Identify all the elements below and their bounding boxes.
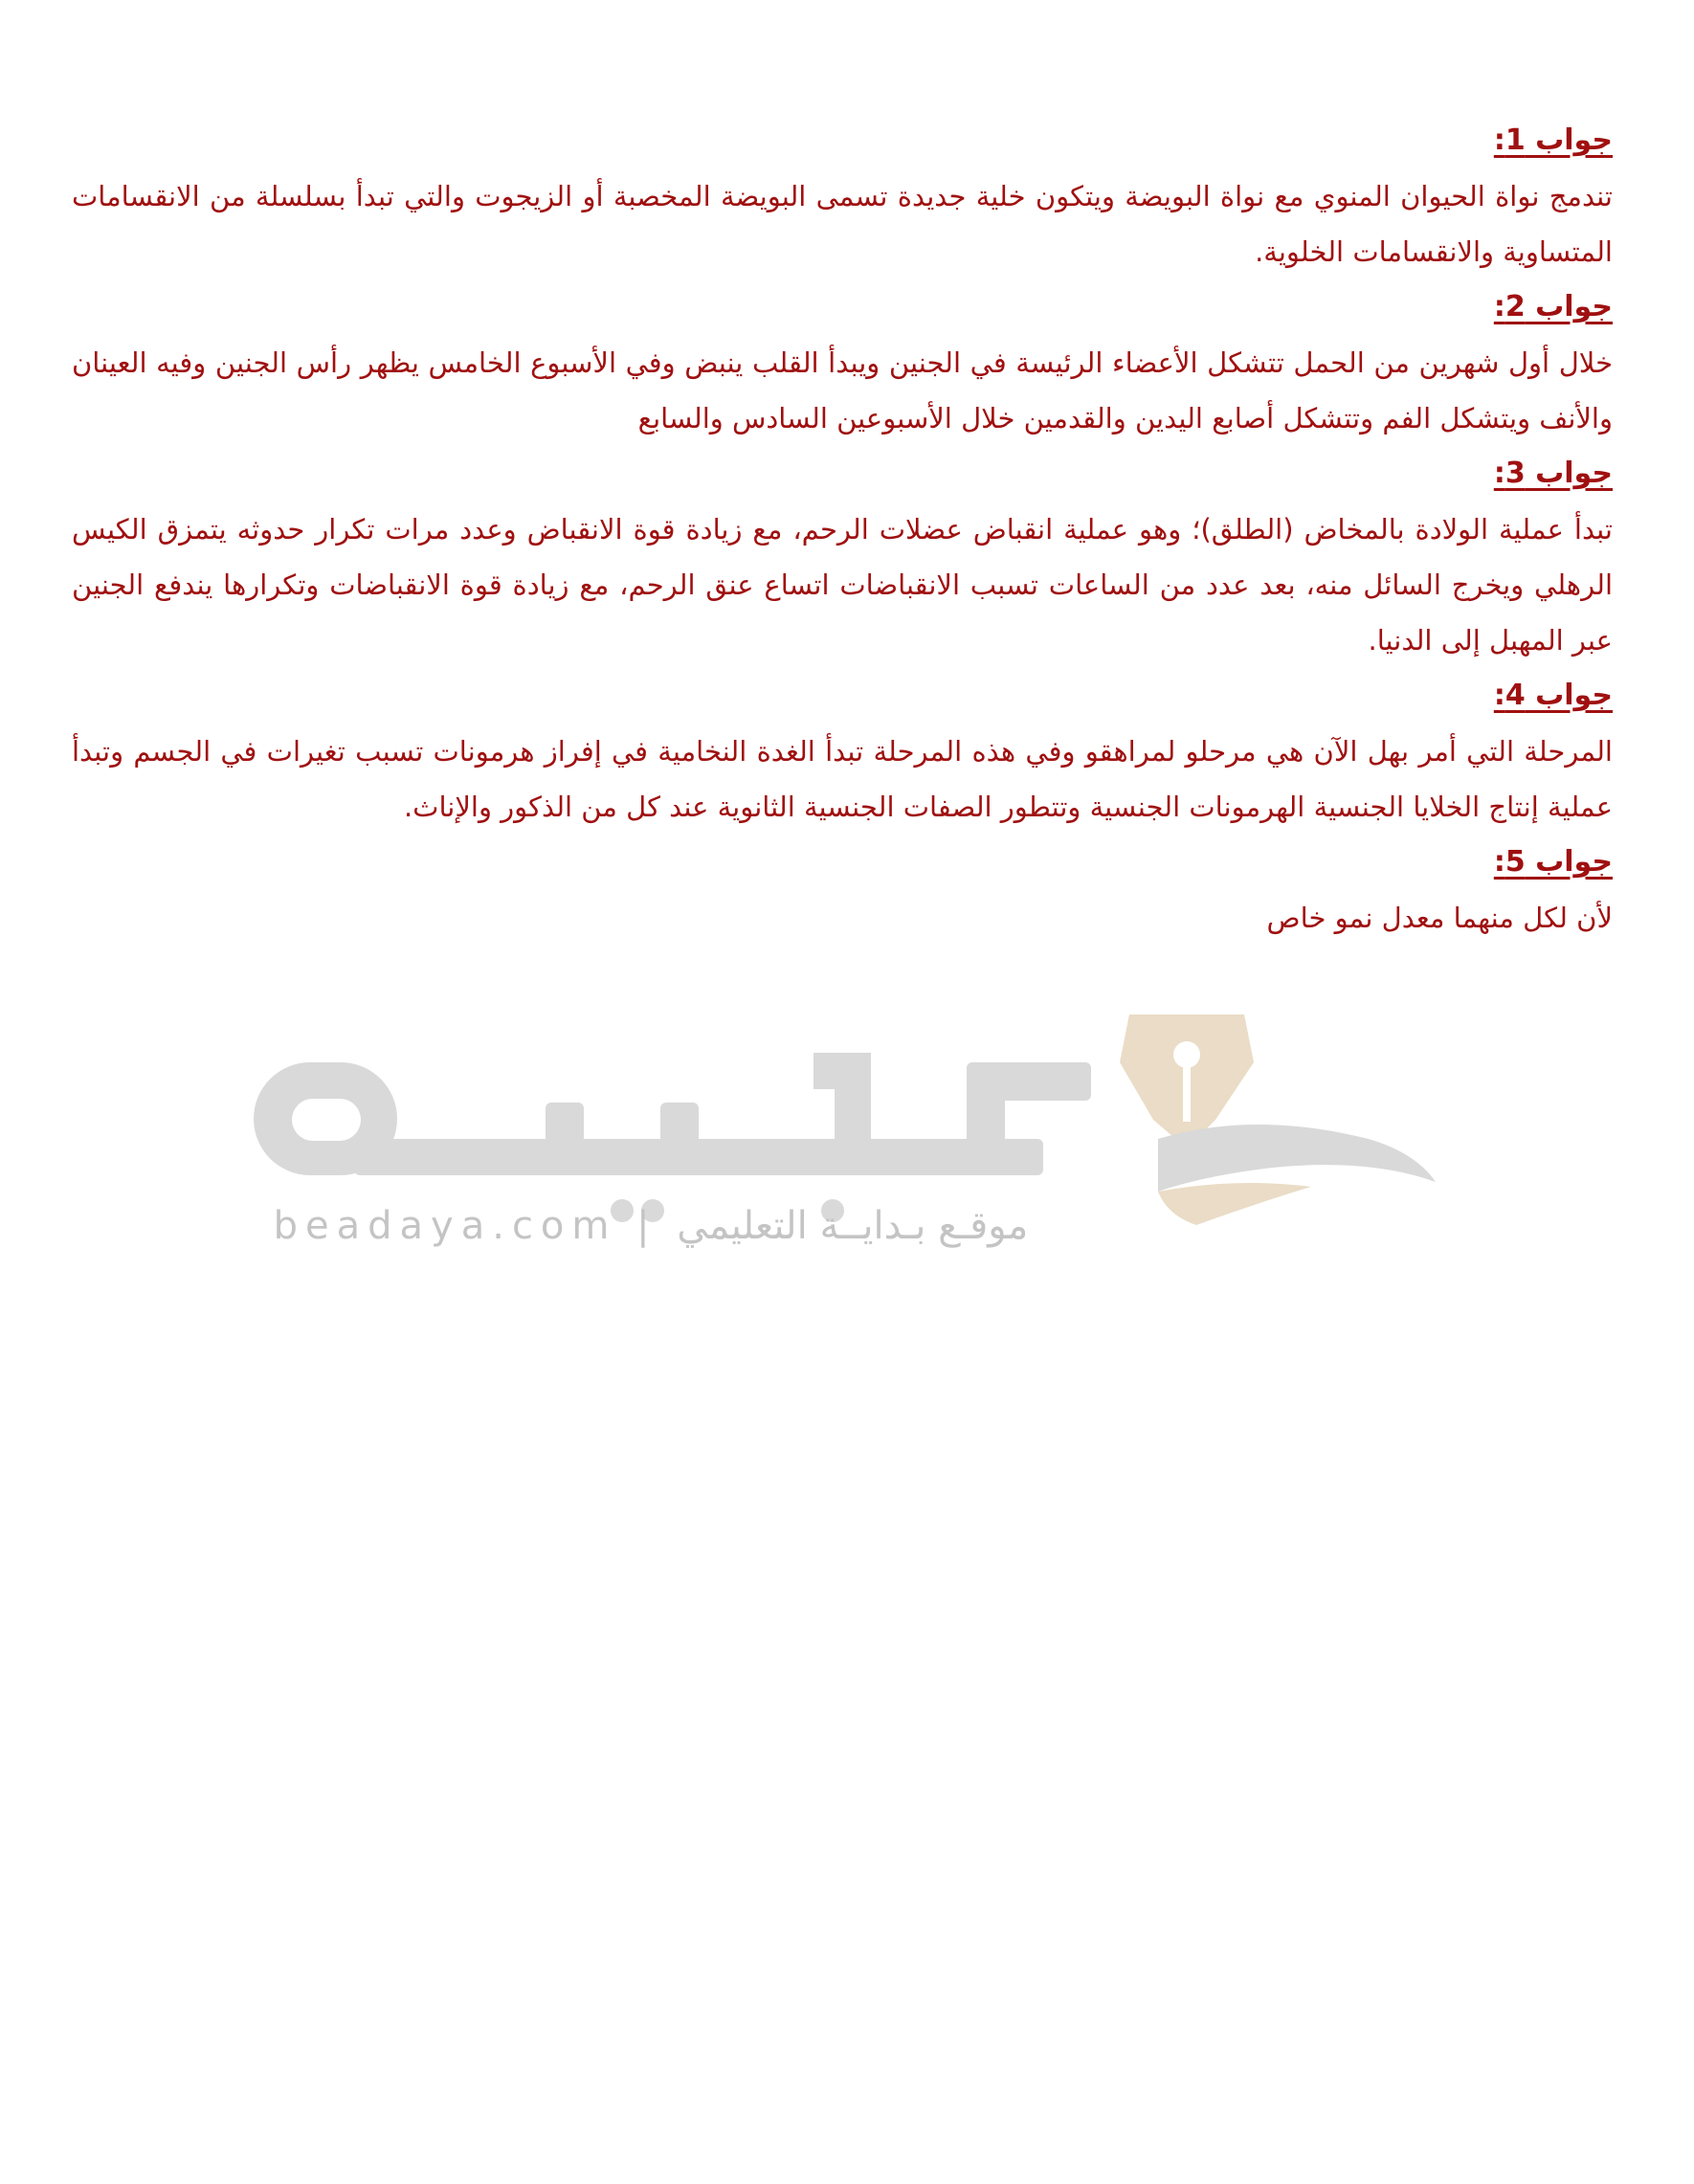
answer-5-label: جواب 5:: [1493, 845, 1613, 879]
answer-3: [72, 446, 1613, 668]
answer-3-label: جواب 3:: [1493, 457, 1613, 490]
answer-1-label: جواب 1:: [1493, 123, 1613, 157]
answer-1-text: تندمج نواة الحيوان المنوي مع نواة البويضة ويتكون خلية جديدة تسمى البويضة المخصبة أو الزيجوت والتي تبدأ بسلسلة من الانقسامات المتساوية والانقسامات الخلوية.: [72, 180, 1613, 268]
watermark-caption: beadaya.com | موقـع بـدايــة التعليمي: [273, 1204, 1029, 1248]
answer-2-text: خلال أول شهرين من الحمل تتشكل الأعضاء الرئيسة في الجنين ويبدأ القلب ينبض وفي الأسبوع الخامس يظهر رأس الجنين وفيه العينان والأنف ويتشكل الفم وتتشكل أصابع اليدين والقدمين خلال الأسبوعين السادس والسابع: [72, 346, 1613, 435]
answer-4-text: المرحلة التي أمر بهل الآن هي مرحلو لمراهقو وفي هذه المرحلة تبدأ الغدة النخامية في إفراز هرمونات تسبب تغيرات في الجسم وتبدأ عملية إنتاج الخلايا الجنسية الهرمونات الجنسية وتتطور الصفات الجنسية الثانوية عند كل من الذكور والإناث.: [72, 735, 1613, 823]
answer-2: [72, 279, 1613, 446]
answer-5: [72, 835, 1613, 946]
answer-5-heading: [72, 835, 1613, 890]
answers-body: [72, 113, 1613, 946]
answer-4-heading: [72, 668, 1613, 724]
pen-nib-icon: [1120, 1014, 1436, 1225]
answer-2-label: جواب 2:: [1493, 290, 1613, 323]
answer-4: [72, 668, 1613, 835]
beadaya-watermark: [239, 995, 1445, 1263]
answer-3-text: تبدأ عملية الولادة بالمخاض (الطلق)؛ وهو عملية انقباض عضلات الرحم، مع زيادة قوة الانقباض وعدد مرات تكرار حدوثه يتمزق الكيس الرهلي ويخرج السائل منه، بعد عدد من الساعات تسبب الانقباضات اتساع عنق الرحم، مع زيادة قوة الانقباضات وتكرارها يندفع الجنين عبر المهبل إلى الدنيا.: [72, 513, 1613, 657]
logo-letterforms: [254, 1053, 1091, 1222]
answer-4-label: جواب 4:: [1493, 679, 1613, 712]
answer-1-heading: [72, 113, 1613, 168]
answer-2-heading: [72, 279, 1613, 335]
answer-1: [72, 113, 1613, 279]
answer-5-text: لأن لكل منهما معدل نمو خاص: [1266, 902, 1613, 934]
answer-3-heading: [72, 446, 1613, 501]
